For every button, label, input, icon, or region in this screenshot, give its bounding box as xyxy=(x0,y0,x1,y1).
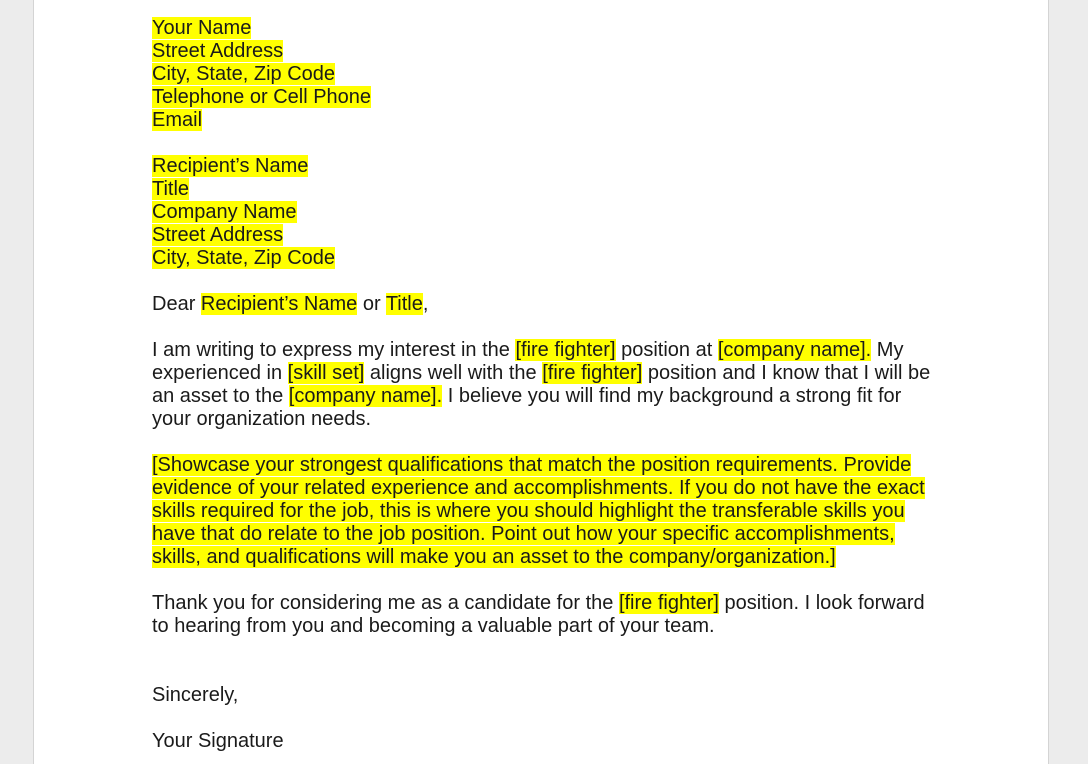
letter-body[interactable] xyxy=(152,17,942,753)
recipient-block xyxy=(152,155,942,270)
closing-paragraph xyxy=(152,592,942,638)
p2-line: [Showcase your strongest qualifications that match the position requirements. Provide xyxy=(152,454,912,476)
recipient-title: Title xyxy=(152,178,190,200)
p1-position: [fire fighter] xyxy=(515,339,616,361)
p1-text: position and I know that I will be xyxy=(642,362,931,384)
p3-text: to hearing from you and becoming a valuable part of your team. xyxy=(152,615,715,637)
recipient-name: Recipient’s Name xyxy=(152,155,309,177)
sender-street: Street Address xyxy=(152,40,284,62)
p1-text: I believe you will find my background a strong fit for xyxy=(442,385,902,407)
salutation-name: Recipient’s Name xyxy=(200,293,358,315)
p3-text: position. I look forward xyxy=(718,592,925,614)
spacer xyxy=(152,569,942,592)
spacer xyxy=(152,431,942,454)
p2-line: evidence of your related experience and accomplishments. If you do not have the exact xyxy=(152,477,925,499)
p2-line: skills required for the job, this is where you should highlight the transferable skills you xyxy=(152,500,905,522)
p1-text: I am writing to express my interest in the xyxy=(152,339,516,361)
p1-company: [company name]. xyxy=(288,385,443,407)
p1-skill-set: [skill set] xyxy=(287,362,365,384)
closing: Sincerely, xyxy=(152,684,239,706)
p2-line: skills, and qualifications will make you an asset to the company/organization.] xyxy=(152,546,836,568)
sender-email: Email xyxy=(152,109,203,131)
intro-paragraph xyxy=(152,339,942,431)
spacer xyxy=(152,270,942,293)
salutation-dear: Dear xyxy=(152,293,201,315)
document-page xyxy=(33,0,1049,764)
spacer xyxy=(152,132,942,155)
p1-text: My xyxy=(871,339,904,361)
recipient-company: Company Name xyxy=(152,201,297,223)
p1-company: [company name]. xyxy=(717,339,872,361)
p1-text: your organization needs. xyxy=(152,408,372,430)
qualifications-paragraph xyxy=(152,454,942,569)
p1-text: an asset to the xyxy=(152,385,289,407)
p1-text: experienced in xyxy=(152,362,288,384)
p3-position: [fire fighter] xyxy=(618,592,719,614)
recipient-street: Street Address xyxy=(152,224,284,246)
salutation xyxy=(152,293,942,316)
salutation-or: or xyxy=(357,293,386,315)
salutation-comma: , xyxy=(422,293,429,315)
sender-city: City, State, Zip Code xyxy=(152,63,336,85)
recipient-city: City, State, Zip Code xyxy=(152,247,336,269)
spacer xyxy=(152,316,942,339)
salutation-title: Title xyxy=(385,293,423,315)
sender-phone: Telephone or Cell Phone xyxy=(152,86,372,108)
p1-position: [fire fighter] xyxy=(542,362,643,384)
p1-text: aligns well with the xyxy=(364,362,543,384)
p2-line: have that do relate to the job position. Point out how your specific accomplishments, xyxy=(152,523,895,545)
spacer xyxy=(152,638,942,684)
sender-name: Your Name xyxy=(152,17,252,39)
spacer xyxy=(152,707,942,730)
p1-text: position at xyxy=(615,339,718,361)
sender-block xyxy=(152,17,942,132)
signature: Your Signature xyxy=(152,730,284,752)
p3-text: Thank you for considering me as a candidate for the xyxy=(152,592,619,614)
